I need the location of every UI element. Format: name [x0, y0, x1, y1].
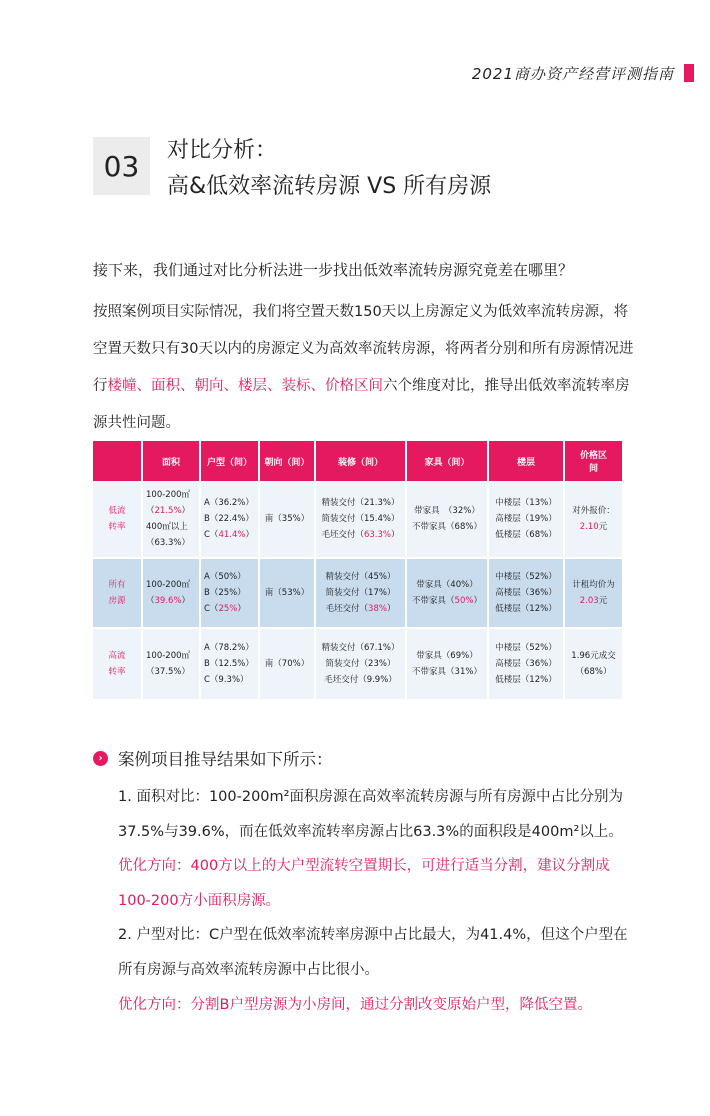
- row-label: 低流转率: [93, 481, 142, 558]
- table-header-cell: 朝向（间）: [259, 441, 315, 481]
- result-tip-area: 优化方向：400方以上的大户型流转空置期长，可进行适当分割，建议分割成100-200方小面积房源。: [118, 858, 610, 909]
- orientation-cell: 南（53%）: [259, 558, 315, 628]
- cell-line: [204, 527, 255, 543]
- result-item-type: 2. 户型对比：C户型在低效率流转率房源中占比最大，为41.4%，但这个户型在所有房源与高效率流转房源中占比很小。: [118, 927, 628, 978]
- cell-line: 精装交付（45%）: [325, 572, 396, 582]
- table-header-cell: 楼层: [488, 441, 564, 481]
- floor-cell: [488, 628, 564, 700]
- cell-line: （63.3%）: [146, 538, 191, 548]
- paragraph-highlight: 楼幢、面积、朝向、楼层、装标、价格区间: [107, 378, 383, 394]
- cell-highlight: 2.10: [579, 522, 599, 532]
- cell-line: 低楼层（12%）: [495, 675, 557, 685]
- cell-text: 不带家具（: [412, 596, 455, 606]
- cell-text: 元: [598, 522, 608, 532]
- cell-line: [146, 503, 196, 519]
- cell-highlight: 41.4%: [218, 530, 246, 540]
- cell-line: B（22.4%）: [204, 514, 254, 524]
- cell-text: ）: [245, 530, 254, 540]
- chevron-right-circle-icon: ›: [93, 751, 108, 766]
- cell-line: [410, 593, 484, 609]
- cell-line: [568, 519, 619, 535]
- cell-text: 毛坯交付（: [325, 604, 369, 614]
- cell-line: [319, 601, 402, 617]
- cell-line: （68%）: [575, 667, 612, 677]
- results-list: [118, 780, 638, 1022]
- cell-line: A（36.2%）: [204, 498, 254, 508]
- cell-highlight: 21.5%: [154, 506, 182, 516]
- cell-highlight: 2.03: [579, 596, 599, 606]
- table-row: [93, 628, 623, 700]
- cell-line: 中楼层（52%）: [495, 643, 557, 653]
- table-header-row: [93, 441, 623, 481]
- cell-line: [146, 593, 196, 609]
- decoration-cell: [315, 628, 406, 700]
- cell-line: 精装交付（21.3%）: [321, 498, 400, 508]
- cell-text: ）: [386, 604, 396, 614]
- cell-line: 低楼层（68%）: [495, 530, 557, 540]
- table-header-cell: 装修（间）: [315, 441, 406, 481]
- table-header-cell: 家具（间）: [406, 441, 488, 481]
- results-heading-text: 案例项目推导结果如下所示：: [118, 750, 333, 769]
- cell-text: ）: [391, 530, 400, 540]
- cell-line: 简装交付（15.4%）: [321, 514, 400, 524]
- cell-line: 高楼层（19%）: [495, 514, 557, 524]
- furniture-cell: [406, 558, 488, 628]
- cell-line: [568, 593, 619, 609]
- cell-text: ）: [473, 596, 482, 606]
- cell-highlight: 38%: [368, 604, 387, 614]
- type-cell: [200, 628, 259, 700]
- cell-line: 1.96元成交: [571, 651, 616, 661]
- cell-line: 100-200㎡: [146, 490, 191, 500]
- cell-text: （: [146, 596, 155, 606]
- page-header: [472, 64, 694, 82]
- cell-line: 带家具 （32%）: [414, 506, 480, 516]
- guide-title: 2021商办资产经营评测指南: [471, 64, 674, 83]
- cell-line: 中楼层（52%）: [495, 572, 557, 582]
- cell-text: ）: [181, 506, 191, 516]
- cell-text: 元: [598, 596, 608, 606]
- cell-line: A（50%）: [204, 572, 246, 582]
- cell-line: 高楼层（36%）: [495, 659, 557, 669]
- paragraph-text-2: 六个维度对比，推导出低效率流转率房源共性问题。: [93, 378, 630, 431]
- furniture-cell: [406, 628, 488, 700]
- cell-line: 对外报价：: [572, 506, 615, 516]
- cell-line: （37.5%）: [146, 667, 191, 677]
- type-cell: [200, 481, 259, 558]
- cell-highlight: 50%: [454, 596, 474, 606]
- type-cell: [200, 558, 259, 628]
- cell-line: 不带家具（68%）: [412, 522, 482, 532]
- cell-line: 低楼层（12%）: [495, 604, 557, 614]
- price-cell: [564, 628, 623, 700]
- table-header-cell: 面积: [142, 441, 200, 481]
- cell-highlight: 25%: [218, 604, 238, 614]
- comparison-table: [93, 441, 624, 701]
- decoration-cell: [315, 481, 406, 558]
- cell-line: 高楼层（36%）: [495, 588, 557, 598]
- cell-text: ）: [237, 604, 246, 614]
- area-cell: [142, 558, 200, 628]
- area-cell: [142, 481, 200, 558]
- decoration-cell: [315, 558, 406, 628]
- price-cell: [564, 558, 623, 628]
- area-cell: [142, 628, 200, 700]
- floor-cell: [488, 481, 564, 558]
- furniture-cell: [406, 481, 488, 558]
- table-row: [93, 558, 623, 628]
- header-accent-bar: [684, 64, 694, 82]
- section-title-line2: 高&低效率流转房源 VS 所有房源: [167, 174, 492, 199]
- cell-line: C（9.3%）: [204, 675, 249, 685]
- cell-text: ）: [181, 596, 191, 606]
- cell-line: 100-200㎡: [146, 651, 191, 661]
- cell-line: 带家具（69%）: [416, 651, 478, 661]
- cell-text: 毛坯交付（: [321, 530, 364, 540]
- orientation-cell: 南（35%）: [259, 481, 315, 558]
- table-row: [93, 481, 623, 558]
- cell-line: 毛坯交付（9.9%）: [324, 675, 397, 685]
- cell-line: 计租均价为: [572, 580, 615, 590]
- cell-line: [319, 527, 402, 543]
- cell-text: C（: [204, 604, 219, 614]
- cell-text: C（: [204, 530, 219, 540]
- section-title-line1: 对比分析：: [167, 138, 278, 163]
- cell-line: 简装交付（17%）: [325, 588, 396, 598]
- table-header-cell: 户型（间）: [200, 441, 259, 481]
- cell-line: 带家具（40%）: [416, 580, 478, 590]
- cell-highlight: 39.6%: [154, 596, 182, 606]
- floor-cell: [488, 558, 564, 628]
- cell-line: A（78.2%）: [204, 643, 254, 653]
- cell-line: B（25%）: [204, 588, 246, 598]
- cell-line: 中楼层（13%）: [495, 498, 557, 508]
- orientation-cell: 南（70%）: [259, 628, 315, 700]
- cell-line: 不带家具（31%）: [412, 667, 482, 677]
- row-label: 所有房源: [93, 558, 142, 628]
- cell-highlight: 63.3%: [363, 530, 391, 540]
- cell-line: 100-200㎡: [146, 580, 191, 590]
- cell-line: B（12.5%）: [204, 659, 254, 669]
- cell-line: 400㎡以上: [146, 522, 188, 532]
- cell-line: 精装交付（67.1%）: [321, 643, 400, 653]
- cell-text: （: [146, 506, 155, 516]
- method-paragraph: [93, 294, 638, 442]
- row-label: 高流转率: [93, 628, 142, 700]
- cell-line: [204, 601, 255, 617]
- intro-text: 接下来，我们通过对比分析法进一步找出低效率流转房源究竟差在哪里？: [93, 261, 574, 279]
- section-number: 03: [93, 137, 150, 195]
- result-tip-type: 优化方向：分割B户型房源为小房间，通过分割改变原始户型，降低空置。: [118, 996, 592, 1013]
- table-header-cell: [93, 441, 142, 481]
- section-title: [167, 133, 491, 205]
- price-cell: [564, 481, 623, 558]
- table-header-cell: 价格区间: [564, 441, 623, 481]
- paragraph-text-1: 按照案例项目实际情况，我们将空置天数150天以上房源定义为低效率流转房源，将空置天数只有30天以内的房源定义为高效率流转房源，将两者分别和所有房源情况进行: [93, 304, 634, 394]
- result-item-area: 1. 面积对比：100-200m²面积房源在高效率流转房源与所有房源中占比分别为37.5%与39.6%，而在低效率流转率房源占比63.3%的面积段是400m²以上。: [118, 789, 623, 840]
- cell-line: 简装交付（23%）: [325, 659, 396, 669]
- results-heading: [93, 746, 333, 770]
